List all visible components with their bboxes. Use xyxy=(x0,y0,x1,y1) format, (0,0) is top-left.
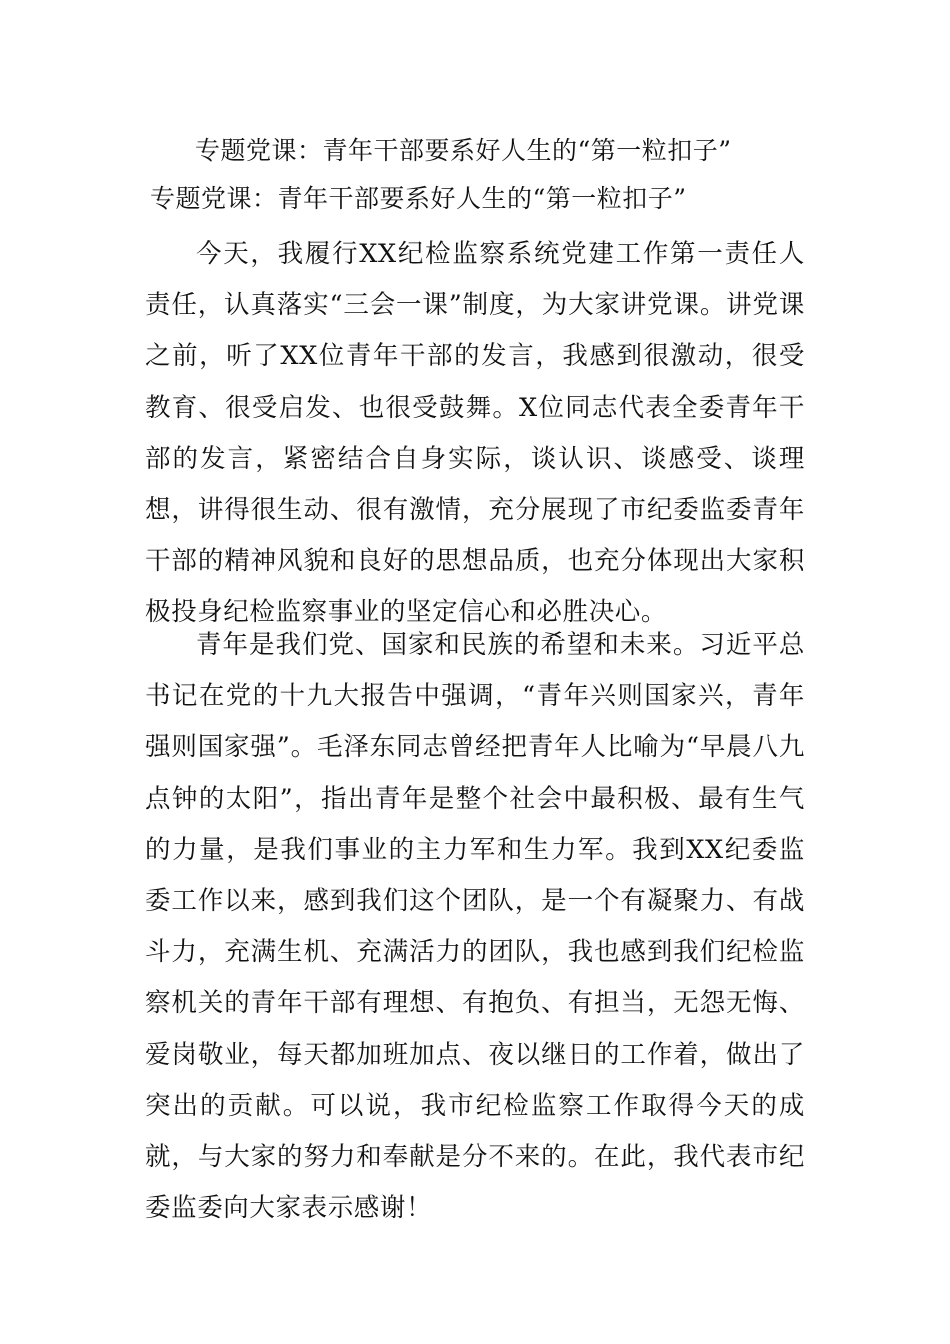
paragraph-1: 今天，我履行XX纪检监察系统党建工作第一责任人责任，认真落实“三会一课”制度，为大家讲党课。讲党课之前，听了XX位青年干部的发言，我感到很激动，很受教育、很受启发、也很受鼓舞。X位同志代表全委青年干部的发言，紧密结合自身实际，谈认识、谈感受、谈理想，讲得很生动、很有激情，充分展现了市纪委监委青年干部的精神风貌和良好的思想品质，也充分体现出大家积极投身纪检监察事业的坚定信心和必胜决心。 xyxy=(145,239,805,628)
document-subtitle: 专题党课：青年干部要系好人生的“第一粒扣子” xyxy=(150,184,687,213)
paragraph-2: 青年是我们党、国家和民族的希望和未来。习近平总书记在党的十九大报告中强调，“青年兴则国家兴，青年强则国家强”。毛泽东同志曾经把青年人比喻为“早晨八九点钟的太阳”，指出青年是整个社会中最积极、最有生气的力量，是我们事业的主力军和生力军。我到XX纪委监委工作以来，感到我们这个团队，是一个有凝聚力、有战斗力，充满生机、充满活力的团队，我也感到我们纪检监察机关的青年干部有理想、有抱负、有担当，无怨无悔、爱岗敬业，每天都加班加点、夜以继日的工作着，做出了突出的贡献。可以说，我市纪检监察工作取得今天的成就，与大家的努力和奉献是分不来的。在此，我代表市纪委监委向大家表示感谢！ xyxy=(145,630,805,1224)
document-title: 专题党课：青年干部要系好人生的“第一粒扣子” xyxy=(195,136,732,165)
